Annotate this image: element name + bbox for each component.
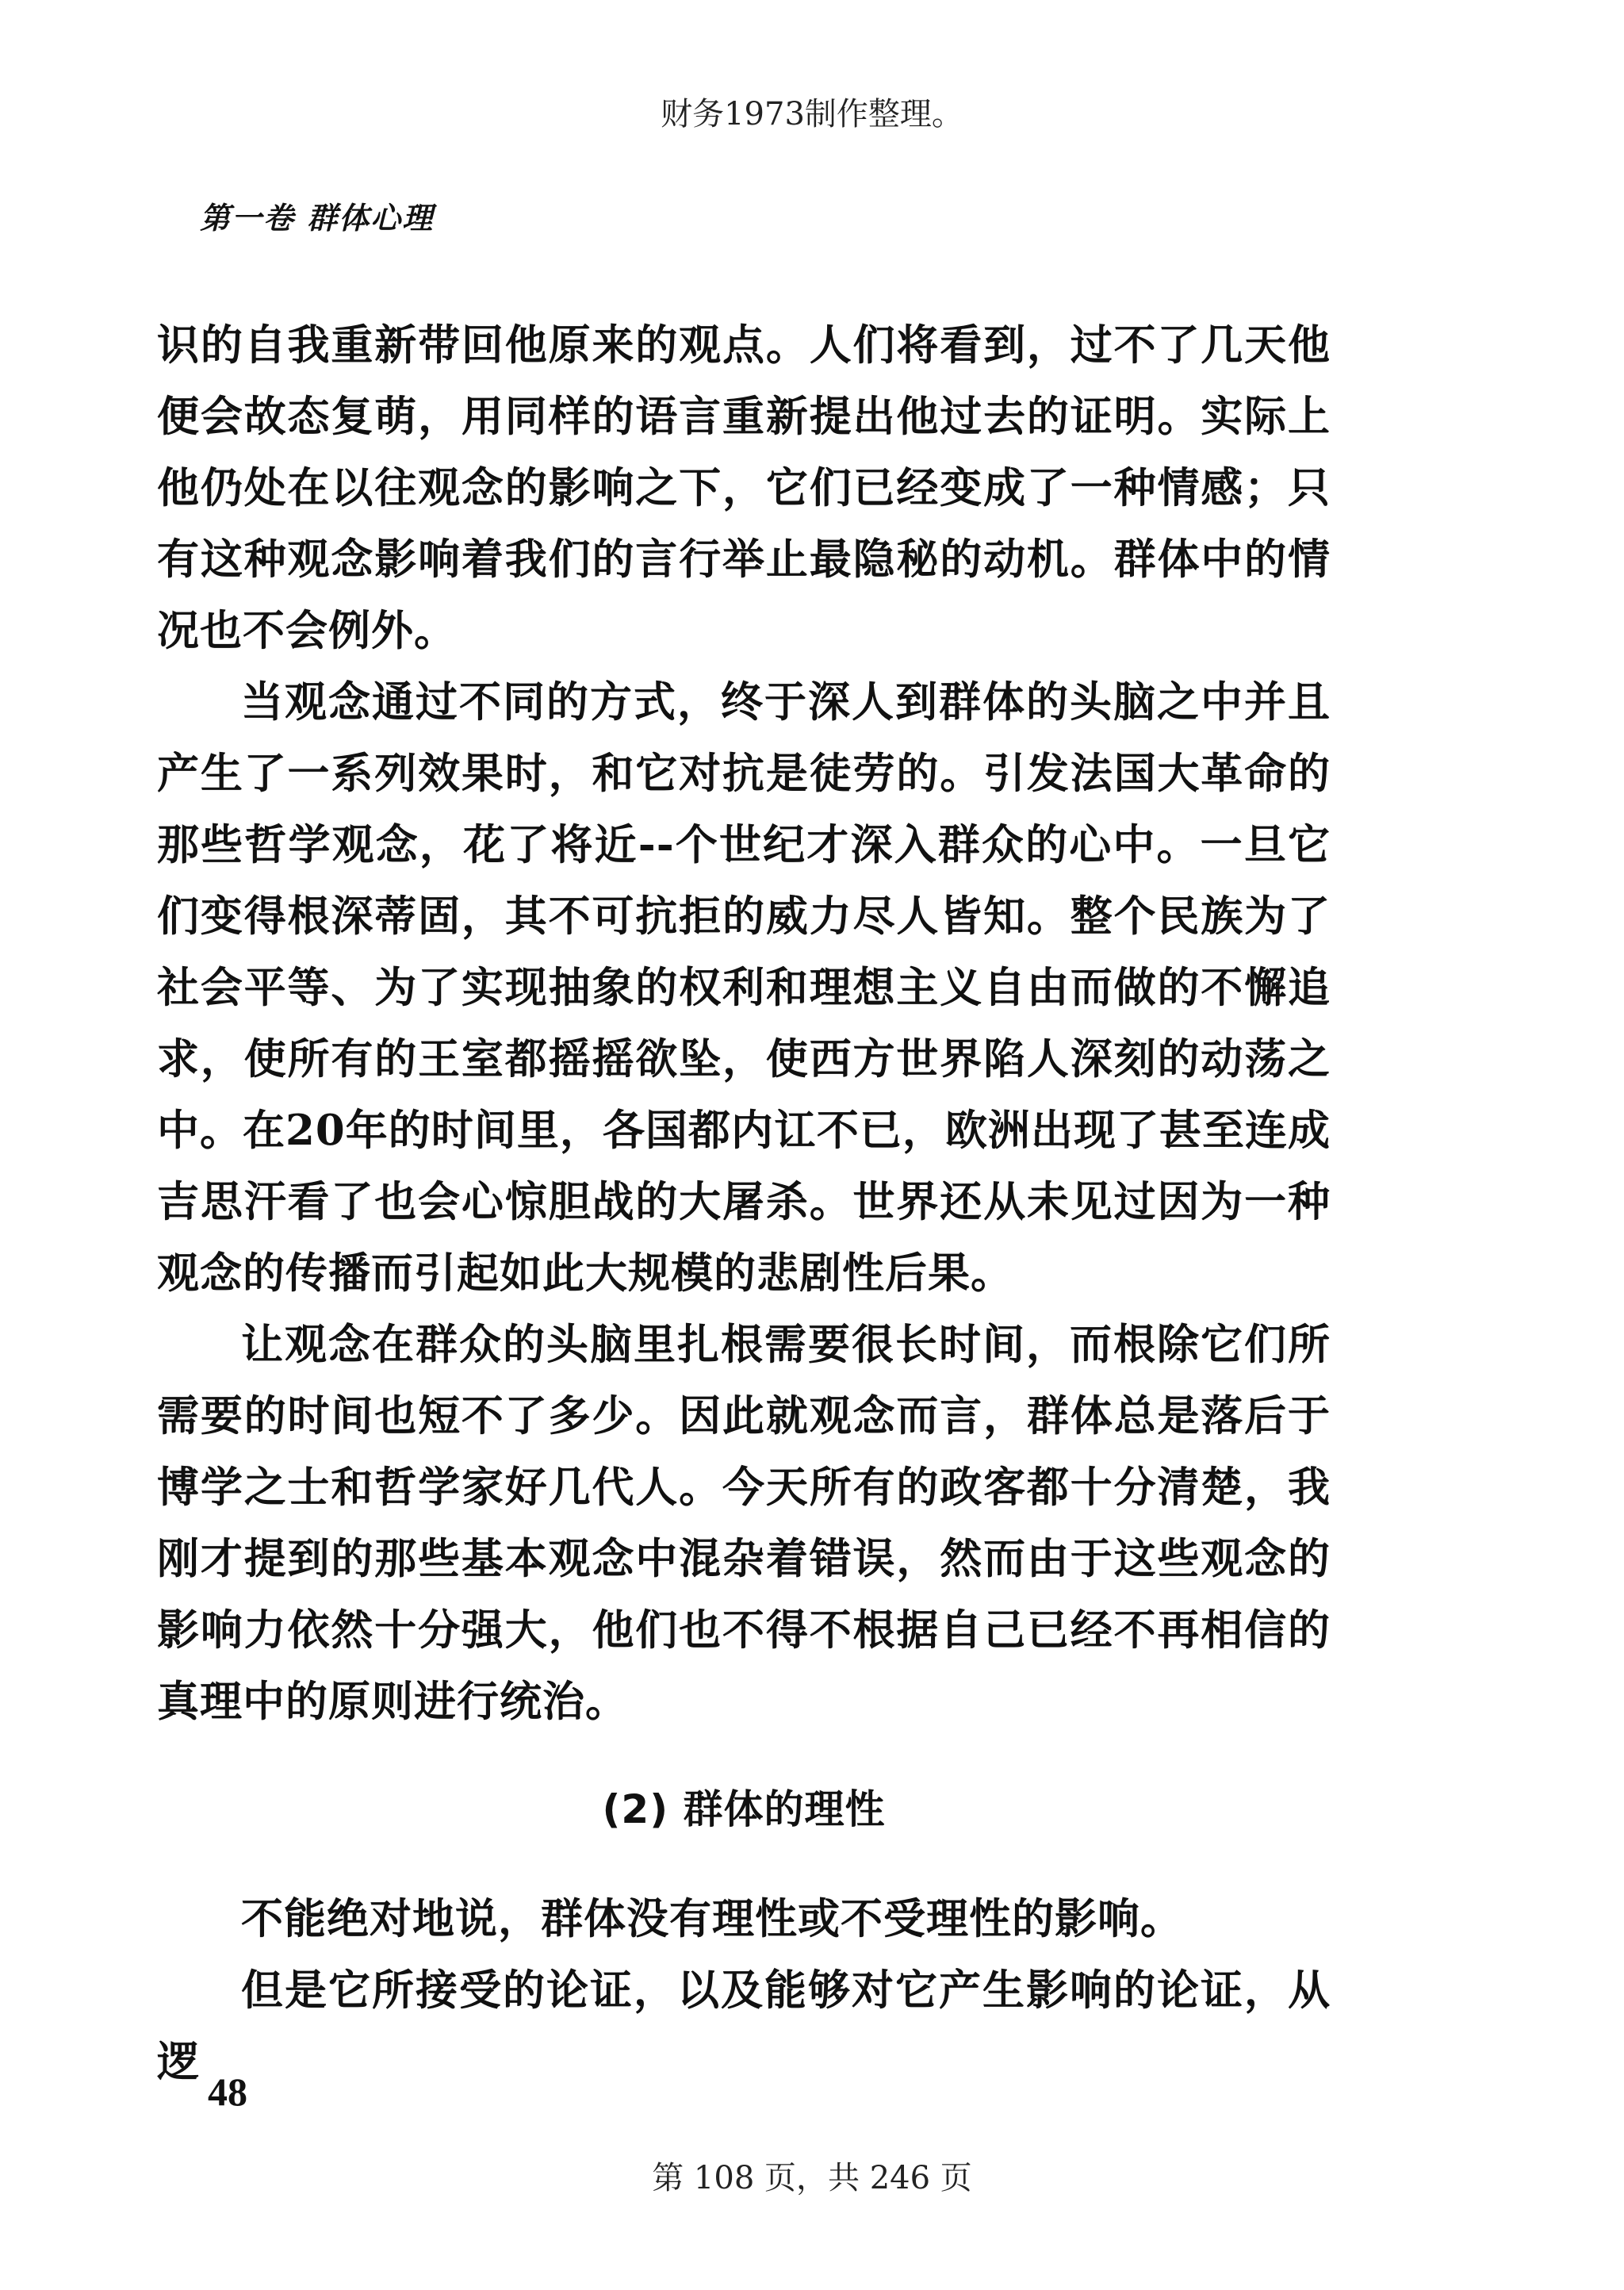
section-heading: (2) 群体的理性 [602, 1786, 886, 1832]
paragraph-continued: 识的自我重新带回他原来的观点。人们将看到，过不了几天他便会故态复萌，用同样的语言重新提出他过去的证明。实际上他仍处在以往观念的影响之下，它们已经变成了一种情感；只有这种观念影响着我们的言行举止最隐秘的动机。群体中的情况也不会例外。 [157, 320, 1331, 655]
page-number: 48 [208, 2069, 247, 2114]
paragraph-ideas-revolution: 当观念通过不同的方式，终于深人到群体的头脑之中并且产生了一系列效果时，和它对抗是徒劳的。引发法国大革命的那些哲学观念，花了将近--个世纪才深入群众的心中。一旦它们变得根深蒂固，其不可抗拒的威力尽人皆知。整个民族为了社会平等、为了实现抽象的权利和理想主义自由而做的不懈追求，使所有的王室都摇摇欲坠，使西方世界陷人深刻的动荡之中。在20年的时间里，各国都内讧不已，欧洲出现了甚至连成吉思汗看了也会心惊胆战的大屠杀。世界还从未见过因为一种观念的传播而引起如此大规模的悲剧性后果。 [157, 677, 1331, 1298]
running-header: 第一卷 群体心理 [200, 201, 435, 236]
paragraph-reason-intro: 不能绝对地说，群体没有理性或不受理性的影响。 [241, 1894, 1183, 1943]
document-banner: 财务1973制作整理。 [661, 96, 963, 132]
paragraph-reason-arguments: 但是它所接受的论证，以及能够对它产生影响的论证，从逻 [157, 1966, 1331, 2086]
page-footer: 第 108 页，共 246 页 [652, 2160, 972, 2196]
body-text [157, 309, 1331, 2097]
paragraph-ideas-rooting: 让观念在群众的头脑里扎根需要很长时间，而根除它们所需要的时间也短不了多少。因此就观念而言，群体总是落后于博学之士和哲学家好几代人。今天所有的政客都十分清楚，我刚才提到的那些基本观念中混杂着错误，然而由于这些观念的影响力依然十分强大，他们也不得不根据自己已经不再相信的真理中的原则进行统治。 [157, 1320, 1331, 1726]
